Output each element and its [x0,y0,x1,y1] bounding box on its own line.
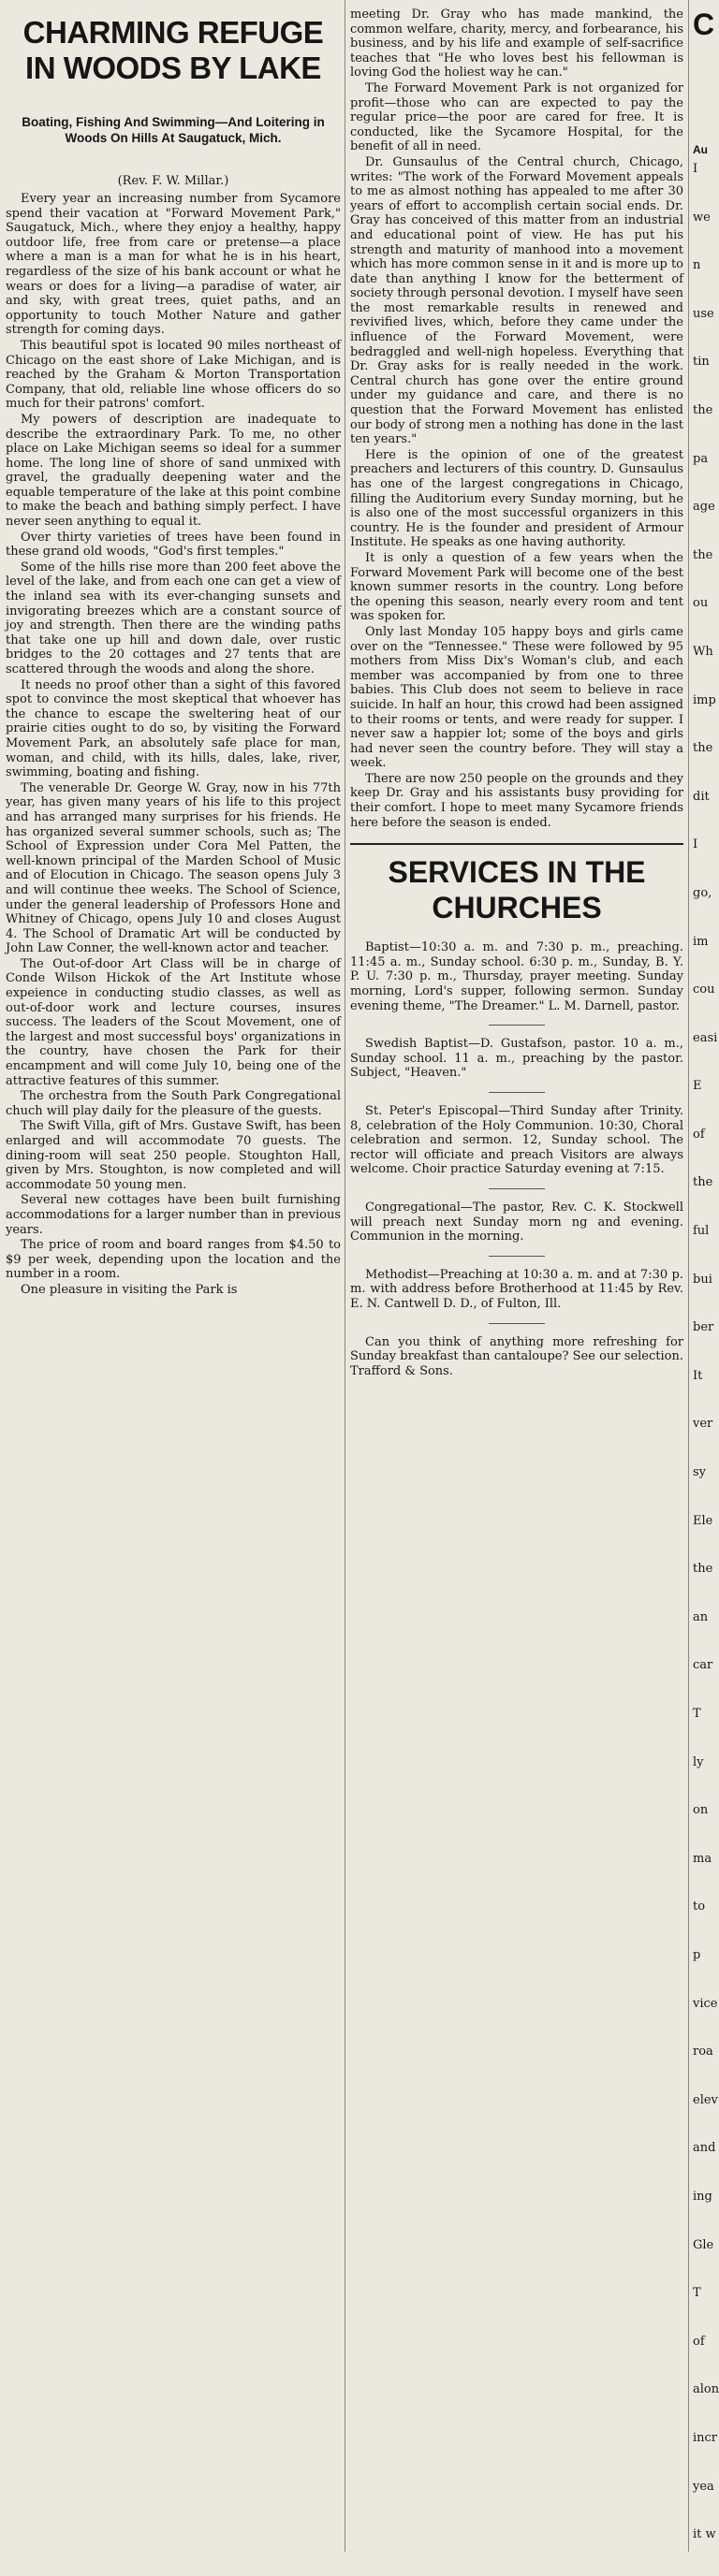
article-paragraph: The venerable Dr. George W. Gray, now in his 77th year, has given many years of his life to this project and has arranged many surprises for his friends. He has organized several summer schools, such as; The School of Expression under Cora Mel Patten, the well-known principal of the Marden School of Music and of Elocution in Chicago. The season opens July 3 and will continue thee weeks. The School of Science, under the general leadership of Professors Hone and Whitney of Chicago, opens July 10 and closes August 4. The School of Dramatic Art will be conducted by John Law Conner, the well-known actor and teacher. [6,780,341,956]
listing-divider [489,1323,545,1324]
edge-text-fragment: bui [693,1272,712,1287]
church-listing-baptist: Baptist—10:30 a. m. and 7:30 p. m., preaching. 11:45 a. m., Sunday school. 6:30 p. m., Sunday, B. Y. P. U. 7:30 p. m., Thursday, prayer meeting. Sunday morning, Lord's supper, following sermon. Sunday evening theme, "The Dreamer." L. M. Darnell, pastor. [350,940,683,1013]
article-paragraph: Some of the hills rise more than 200 feet above the level of the lake, and from each one can get a view of the inland sea with its ever-changing sunsets and invigorating breezes which are a constant source of joy and strength. Then there are the winding paths that take one up hill and down dale, over rustic bridges to the 20 cottages and 27 tents that are scattered through the woods and along the shore. [6,560,341,677]
edge-text-fragment: Wh [693,644,713,659]
article-headline: CHARMING REFUGE IN WOODS BY LAKE [22,15,324,85]
edge-text-fragment: T [693,1707,701,1721]
church-listing-swedish-baptist: Swedish Baptist—D. Gustafson, pastor. 10 a. m., Sunday school. 11 a. m., preaching by the pastor. Subject, "Heaven." [350,1037,683,1081]
edge-text-fragment: ou [693,596,709,611]
article-paragraph: The orchestra from the South Park Congregational chuch will play daily for the pleasure of the guests. [6,1089,341,1118]
edge-text-fragment: easi [693,1030,718,1045]
article-paragraph: The Forward Movement Park is not organized for profit—those who can are expected to pay the regular price—the poor are cared for free. It is conducted, like the Sycamore Hospital, for the benefit of all in need. [350,80,683,154]
edge-text-fragment: car [693,1658,713,1673]
edge-text-fragment: it w [693,2527,716,2542]
edge-text-fragment: ber [693,1320,714,1335]
article-paragraph: Dr. Gunsaulus of the Central church, Chicago, writes: "The work of the Forward Movement appeals to me as almost nothing has appealed to me after 30 years of effort to accomplish certain social ends. Dr. Gray has conceived of this matter from an industrial and educational point of view. He has put his strength and maturity of manhood into a movement which has more common sense in it and is more up to date than anything I know for the betterment of society through personal devotion. I myself have seen the most remarkable results in renewed and revivified lives, which, before they came under the influence of the Forward Movement, were bedraggled and well-nigh hopeless. Everything that Dr. Gray asks for is really needed in the work. Central church has gone over the entire ground under my guidance and care, and there is no question that the Forward Movement has enlisted our body of strong men a nothing has done in the last ten years." [350,154,683,447]
advertisement-traffords: Can you think of anything more refreshing for Sunday breakfast than cantaloupe? See our selection. Trafford & Sons. [350,1334,683,1378]
edge-text-fragment: the [693,1175,713,1190]
article-paragraph: One pleasure in visiting the Park is [21,1282,238,1297]
edge-text-fragment: and [693,2141,716,2156]
article-paragraph: There are now 250 people on the grounds and they keep Dr. Gray and his assistants busy providing for their comfort. I hope to meet many Sycamore friends here before the season is ended. [350,771,683,830]
edge-text-fragment: incr [693,2430,718,2445]
church-listing-episcopal: St. Peter's Episcopal—Third Sunday after Trinity. 8, celebration of the Holy Communion. 10:30, Choral celebration and sermon. 12, Sunday school. The rector will officiate and preach Visitors are always welcome. Choir practice Saturday evening at 7:15. [350,1104,683,1177]
article-paragraph: Every year an increasing number from Sycamore spend their vacation at "Forward Movement Park," Saugatuck, Mich., where they enjoy a healthy, happy outdoor life, free from care or pretense—a place where a man is a man for what he is in his heart, regardless of the size of his bank account or what he wears or does for a living—a paradise of water, air and sky, with great trees, quiet paths, and an opportunity to touch Mother Nature and gather strength for coming days. [6,192,341,338]
edge-text-fragment: tin [693,355,710,370]
edge-text-fragment: to [693,1899,706,1914]
edge-text-fragment: I [693,162,698,176]
edge-text-fragment: the [693,1562,713,1577]
edge-text-fragments [693,162,719,2542]
article-paragraph: This beautiful spot is located 90 miles northeast of Chicago on the east shore of Lake Michigan, and is reached by the Graham & Morton Transportation Company, that old, reliable line whose officers do so much for their patrons' comfort. [6,338,341,412]
edge-text-fragment: age [693,500,715,515]
article-column-2 [350,7,683,1378]
article-paragraph: Several new cottages have been built furnishing accommodations for a larger number than in previous years. [6,1193,341,1237]
article-column-1 [6,7,341,1299]
edge-text-fragment: pa [693,451,709,466]
article-paragraph: The price of room and board ranges from $4.50 to $9 per week, depending upon the location and the number in a room. [6,1238,341,1282]
edge-text-fragment: p [693,1947,701,1962]
edge-text-fragment: Gle [693,2237,714,2252]
article-paragraph: It is only a question of a few years when the Forward Movement Park will become one of the best known summer resorts in the country. Long before the opening this season, nearly every room and tent was spoken for. [350,550,683,624]
edge-text-fragment: Ele [693,1513,713,1528]
edge-text-fragment: T [693,2286,701,2301]
edge-text-fragment: of [693,2334,705,2349]
church-listing-methodist: Methodist—Preaching at 10:30 a. m. and at 7:30 p. m. with address before Brotherhood at 11:45 by Rev. E. N. Cantwell D. D., of Fulton, Ill. [350,1267,683,1311]
article-paragraph: It needs no proof other than a sight of this favored spot to convince the most skeptical that whoever has the chance to escape the sweltering heat of our prairie cities ought to do so, by visiting the Forward Movement Park, an absolutely safe place for man, woman, and child, with its hills, dales, lake, river, swimming, boating and fishing. [6,677,341,780]
edge-text-fragment: It [693,1368,703,1383]
edge-text-fragment: of [693,1127,705,1142]
edge-text-fragment: n [693,258,701,273]
edge-text-fragment: vice [693,1996,718,2011]
listing-divider [489,1256,545,1257]
article-paragraph: meeting Dr. Gray who has made mankind, the common welfare, charity, mercy, and forbearance, his business, and by his life and example of self-sacrifice teaches that "He who loves best his fellowman is loving God the holiest way he can." [350,7,683,80]
article-paragraph: Here is the opinion of one of the greatest preachers and lecturers of this country. D. Gunsaulus has one of the largest congregations in Chicago, filling the Auditorium every Sunday morning, but he is also one of the most successful organizers in this country. He is the founder and president of Armour Institute. He speaks as one having authority. [350,447,683,550]
edge-text-fragment: the [693,741,713,756]
edge-text-fragment: imp [693,692,716,707]
cropped-edge-column [693,7,719,2576]
edge-text-fragment: ma [693,1851,712,1866]
edge-text-fragment: we [693,210,711,225]
article-paragraph: The Swift Villa, gift of Mrs. Gustave Swift, has been enlarged and will accommodate 70 guests. The dining-room will seat 250 people. Stoughton Hall, given by Mrs. Stoughton, is now completed and will accommodate 50 young men. [6,1119,341,1192]
article-paragraph: The Out-of-door Art Class will be in charge of Conde Wilson Hickok of the Art Institute whose expeience in conducting studio classes, as well as out-of-door work and lecture courses, insures success. The leaders of the Scout Movement, one of the largest and most successful boys' organizations in the country, have chosen the Park for their encampment and will come July 10, being one of the attractive features of this summer. [6,956,341,1088]
edge-headline-fragment: C [693,7,715,41]
edge-text-fragment: ing [693,2189,712,2204]
listing-divider [489,1025,545,1026]
edge-text-fragment: an [693,1609,709,1624]
edge-text-fragment: cou [693,982,715,997]
edge-text-fragment: ful [693,1224,710,1239]
services-headline: SERVICES IN THE CHURCHES [388,855,646,925]
edge-text-fragment: yea [693,2479,714,2494]
edge-text-fragment: sy [693,1465,707,1480]
article-deck: Boating, Fishing And Swimming—And Loitering in Woods On Hills At Saugatuck, Mich. [22,115,325,145]
edge-text-fragment: im [693,934,709,949]
edge-text-fragment: go, [693,885,712,900]
edge-text-fragment: roa [693,2045,713,2059]
edge-text-fragment: use [693,306,714,321]
edge-text-fragment: alon [693,2382,719,2397]
edge-text-fragment: on [693,1803,709,1818]
article-byline: (Rev. F. W. Millar.) [117,174,229,188]
edge-text-fragment: the [693,402,713,417]
edge-deck-fragment: Au [693,143,708,156]
listing-divider [489,1188,545,1189]
edge-text-fragment: E [693,1079,702,1094]
edge-text-fragment: dit [693,789,710,804]
church-listing-congregational: Congregational—The pastor, Rev. C. K. Stockwell will preach next Sunday morn ng and evening. Communion in the morning. [350,1200,683,1244]
edge-text-fragment: elev [693,2092,718,2107]
edge-text-fragment: ly [693,1754,704,1769]
edge-text-fragment: the [693,547,713,562]
edge-text-fragment: ver [693,1417,713,1432]
article-paragraph: Only last Monday 105 happy boys and girls came over on the "Tennessee." These were followed by 95 mothers from Miss Dix's Woman's club, and each member was accompanied by from one to three babies. This Club does not seem to believe in race suicide. In half an hour, this crowd had been assigned to their rooms or tents, and were ready for supper. I never saw a happier lot; some of the boys and girls had never seen the country before. They will stay a week. [350,624,683,771]
listing-divider [489,1092,545,1093]
edge-text-fragment: I [693,837,698,852]
column-rule [688,0,689,2552]
article-paragraph: Over thirty varieties of trees have been found in these grand old woods, "God's first temples." [6,530,341,560]
article-paragraph: My powers of description are inadequate to describe the extraordinary Park. To me, no other place on Lake Michigan seems so ideal for a summer home. The long line of shore of sand unmixed with gravel, the gradually deepening water and the equable temperature of the lake at this point combine to make the beach and bathing simply perfect. I have never seen anything to equal it. [6,412,341,530]
